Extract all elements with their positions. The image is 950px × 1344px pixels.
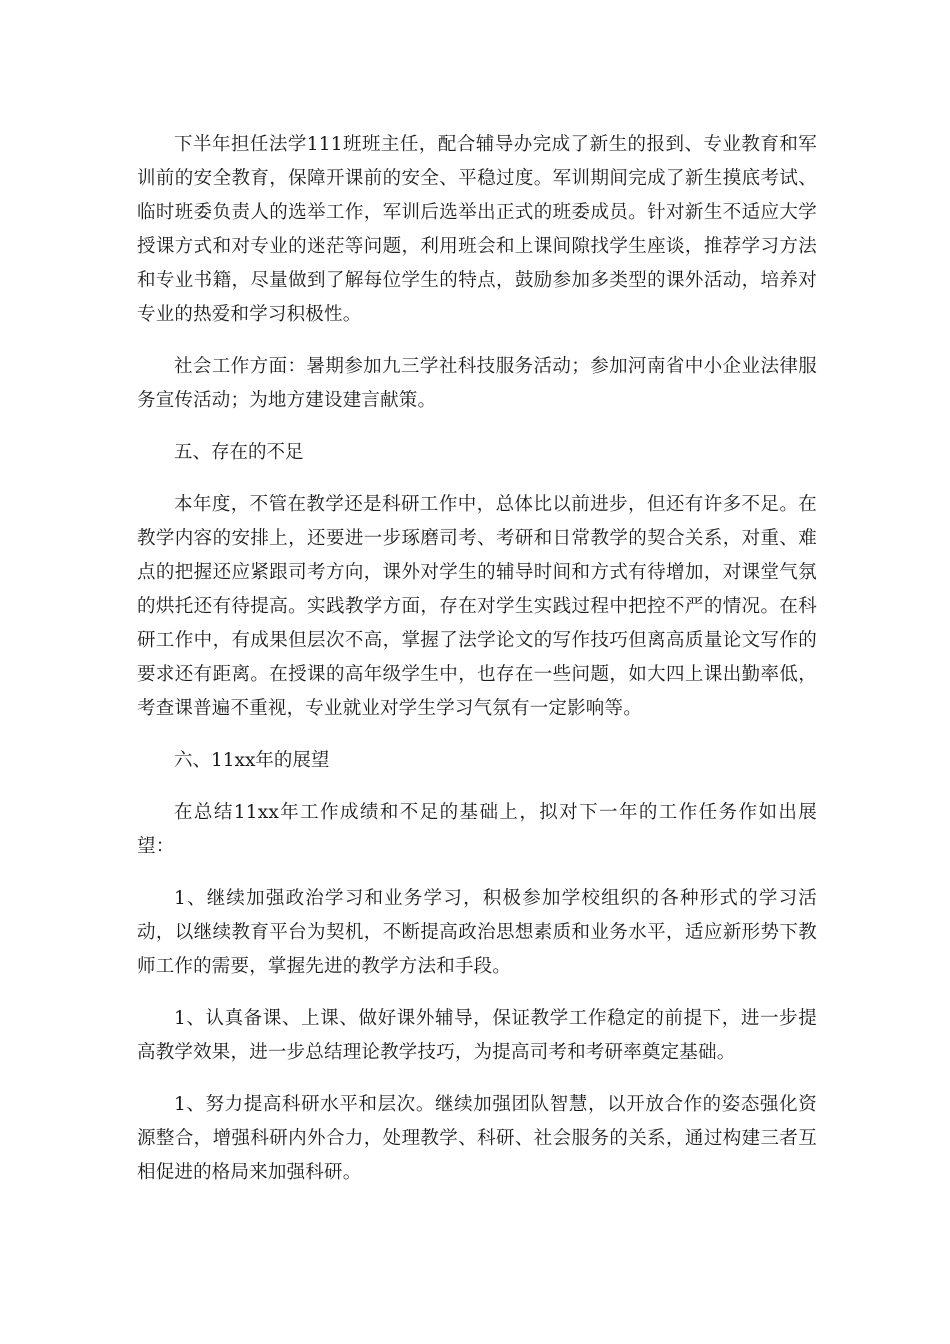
paragraph-head-teacher: 下半年担任法学111班班主任，配合辅导办完成了新生的报到、专业教育和军训前的安全教育，保障开课前的安全、平稳过度。军训期间完成了新生摸底考试、临时班委负责人的选举工作，军训后选举出正式的班委成员。针对新生不适应大学授课方式和对专业的迷茫等问题，利用班会和上课间隙找学生座谈，推荐学习方法和专业书籍，尽量做到了解每位学生的特点，鼓励参加多类型的课外活动，培养对专业的热爱和学习积极性。 <box>137 134 817 325</box>
paragraph-social-work: 社会工作方面：暑期参加九三学社科技服务活动；参加河南省中小企业法律服务宣传活动；为地方建设建言献策。 <box>137 356 817 411</box>
document-body <box>137 128 817 1208</box>
list-item-political-study: 1、继续加强政治学习和业务学习，积极参加学校组织的各种形式的学习活动，以继续教育平台为契机，不断提高政治思想素质和业务水平，适应新形势下教师工作的需要，掌握先进的教学方法和手段。 <box>137 888 817 977</box>
list-item-teaching: 1、认真备课、上课、做好课外辅导，保证教学工作稳定的前提下，进一步提高教学效果，进一步总结理论教学技巧，为提高司考和考研率奠定基础。 <box>137 1008 817 1063</box>
list-item-research: 1、努力提高科研水平和层次。继续加强团队智慧，以开放合作的姿态强化资源整合，增强科研内外合力，处理教学、科研、社会服务的关系，通过构建三者互相促进的格局来加强科研。 <box>137 1094 817 1183</box>
paragraph-outlook-intro: 在总结11xx年工作成绩和不足的基础上，拟对下一年的工作任务作如出展望： <box>137 802 817 857</box>
paragraph-shortcomings: 本年度，不管在教学还是科研工作中，总体比以前进步，但还有许多不足。在教学内容的安排上，还要进一步琢磨司考、考研和日常教学的契合关系，对重、难点的把握还应紧跟司考方向，课外对学生的辅导时间和方式有待增加，对课堂气氛的烘托还有待提高。实践教学方面，存在对学生实践过程中把控不严的情况。在科研工作中，有成果但层次不高，掌握了法学论文的写作技巧但离高质量论文写作的要求还有距离。在授课的高年级学生中，也存在一些问题，如大四上课出勤率低，考查课普遍不重视，专业就业对学生学习气氛有一定影响等。 <box>137 494 817 719</box>
section-heading-outlook: 六、11xx年的展望 <box>174 750 330 771</box>
section-heading-shortcomings: 五、存在的不足 <box>174 442 304 463</box>
